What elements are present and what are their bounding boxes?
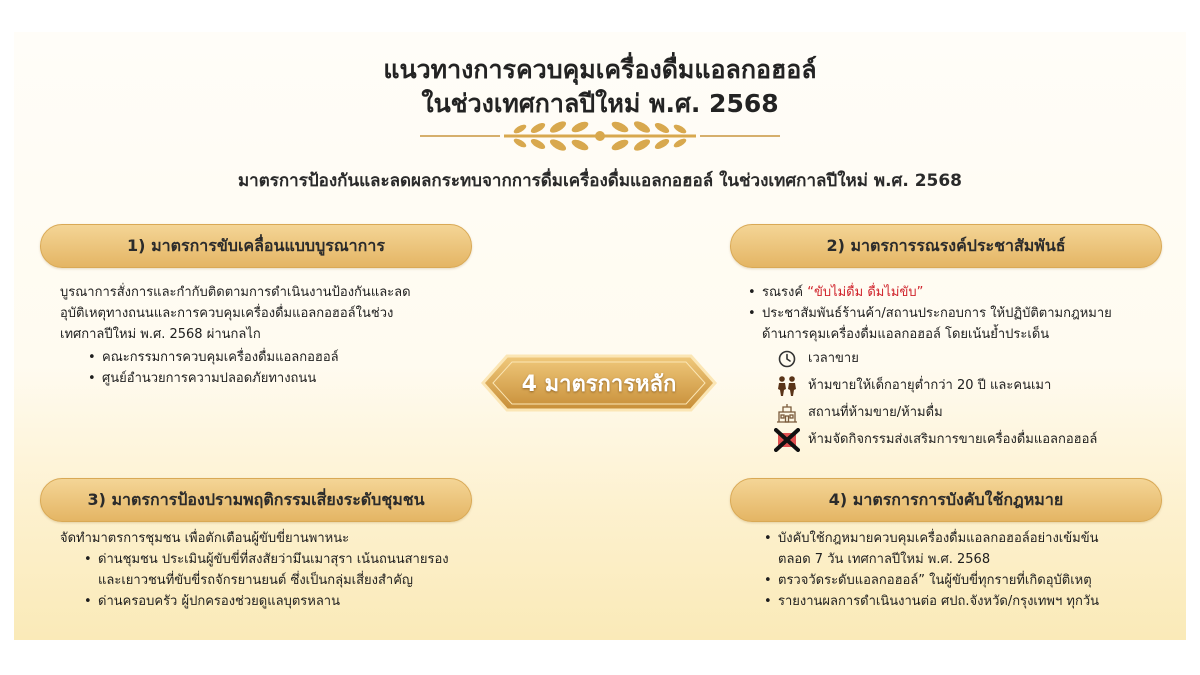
measure4-bullet-list: [762, 528, 1172, 612]
measure3-intro: จัดทำมาตรการชุมชน เพื่อตักเตือนผู้ขับขี่ยานพาหนะ: [60, 531, 350, 546]
list-item: • ศูนย์อำนวยการความปลอดภัยทางถนน: [86, 368, 490, 389]
laurel-ornament-icon: [420, 118, 780, 154]
measure3-bullet1-line2: และเยาวชนที่ขับขี่รถจักรยานยนต์ ซึ่งเป็นกลุ่มเสี่ยงสำคัญ: [98, 573, 414, 588]
subtitle: มาตรการป้องกันและลดผลกระทบจากการดื่มเครื่องดื่มแอลกอฮอล์ ในช่วงเทศกาลปีใหม่ พ.ศ. 2568: [237, 171, 963, 191]
emphasis-item-time: [774, 345, 1166, 372]
measure3-content: [60, 528, 500, 612]
measure2-content: [746, 282, 1166, 453]
pr-line1: • ประชาสัมพันธ์ร้านค้า/สถานประกอบการ ให้ปฏิบัติตามกฎหมาย: [762, 306, 1112, 321]
no-promotion-icon: [774, 428, 800, 452]
measure3-bullet-list: [82, 549, 500, 612]
center-badge-label: 4 มาตรการหลัก: [521, 371, 677, 397]
main-title-line2: ในช่วงเทศกาลปีใหม่ พ.ศ. 2568: [421, 89, 779, 118]
pr-item: [746, 303, 1166, 345]
list-item: • รายงานผลการดำเนินงานต่อ ศปถ.จังหวัด/กรุงเทพฯ ทุกวัน: [762, 591, 1172, 612]
measure1-text-line3: เทศกาลปีใหม่ พ.ศ. 2568 ผ่านกลไก: [60, 327, 261, 342]
measure3-bullet1-line1: • ด่านชุมชน ประเมินผู้ขับขี่ที่สงสัยว่ามึนเมาสุรา เน้นถนนสายรอง: [98, 552, 449, 567]
measure4-title-pill: 4) มาตรการการบังคับใช้กฎหมาย: [730, 478, 1162, 522]
emphasis-label: เวลาขาย: [808, 351, 859, 366]
children-icon: [774, 374, 800, 398]
measure3-title-pill: 3) มาตรการป้องปรามพฤติกรรมเสี่ยงระดับชุมชน: [40, 478, 472, 522]
list-item: [762, 528, 1172, 570]
main-title-line1: แนวทางการควบคุมเครื่องดื่มแอลกอฮอล์: [383, 55, 817, 84]
campaign-item: [746, 282, 1166, 303]
pr-line2: ด้านการคุมเครื่องดื่มแอลกอฮอล์ โดยเน้นย้ำประเด็น: [762, 327, 1050, 342]
emphasis-label: ห้ามขายให้เด็กอายุต่ำกว่า 20 ปี และคนเมา: [808, 378, 1052, 393]
campaign-prefix: รณรงค์: [762, 285, 808, 300]
emphasis-item-promotion: [774, 426, 1166, 453]
emphasis-label: สถานที่ห้ามขาย/ห้ามดื่ม: [808, 405, 943, 420]
emphasis-label: ห้ามจัดกิจกรรมส่งเสริมการขายเครื่องดื่มแอลกอฮอล์: [808, 432, 1098, 447]
list-item: [82, 549, 500, 591]
measure2-bullet-list: [746, 282, 1166, 345]
list-item: • ด่านครอบครัว ผู้ปกครองช่วยดูแลบุตรหลาน: [82, 591, 500, 612]
measure4-bullet1-line2: ตลอด 7 วัน เทศกาลปีใหม่ พ.ศ. 2568: [778, 552, 991, 567]
campaign-slogan: “ขับไม่ดื่ม ดื่มไม่ขับ”: [807, 285, 924, 300]
measure1-title-pill: 1) มาตรการขับเคลื่อนแบบบูรณาการ: [40, 224, 472, 268]
clock-icon: [774, 347, 800, 371]
measure4-bullet1-line1: • บังคับใช้กฎหมายควบคุมเครื่องดื่มแอลกอฮอล์อย่างเข้มข้น: [778, 531, 1099, 546]
measure2-title-pill: 2) มาตรการรณรงค์ประชาสัมพันธ์: [730, 224, 1162, 268]
emphasis-item-minors: [774, 372, 1166, 399]
list-item: • คณะกรรมการควบคุมเครื่องดื่มแอลกอฮอล์: [86, 347, 490, 368]
measure1-text-line1: บูรณาการสั่งการและกำกับติดตามการดำเนินงานป้องกันและลด: [60, 285, 411, 300]
emphasis-item-places: [774, 399, 1166, 426]
building-icon: [774, 401, 800, 425]
measure1-content: [60, 282, 490, 389]
measure4-content: [762, 528, 1172, 612]
measure1-bullet-list: [86, 347, 490, 389]
measure1-text-line2: อุบัติเหตุทางถนนและการควบคุมเครื่องดื่มแอลกอฮอล์ในช่วง: [60, 306, 394, 321]
list-item: • ตรวจวัดระดับแอลกอฮอล์” ในผู้ขับขี่ทุกรายที่เกิดอุบัติเหตุ: [762, 570, 1172, 591]
